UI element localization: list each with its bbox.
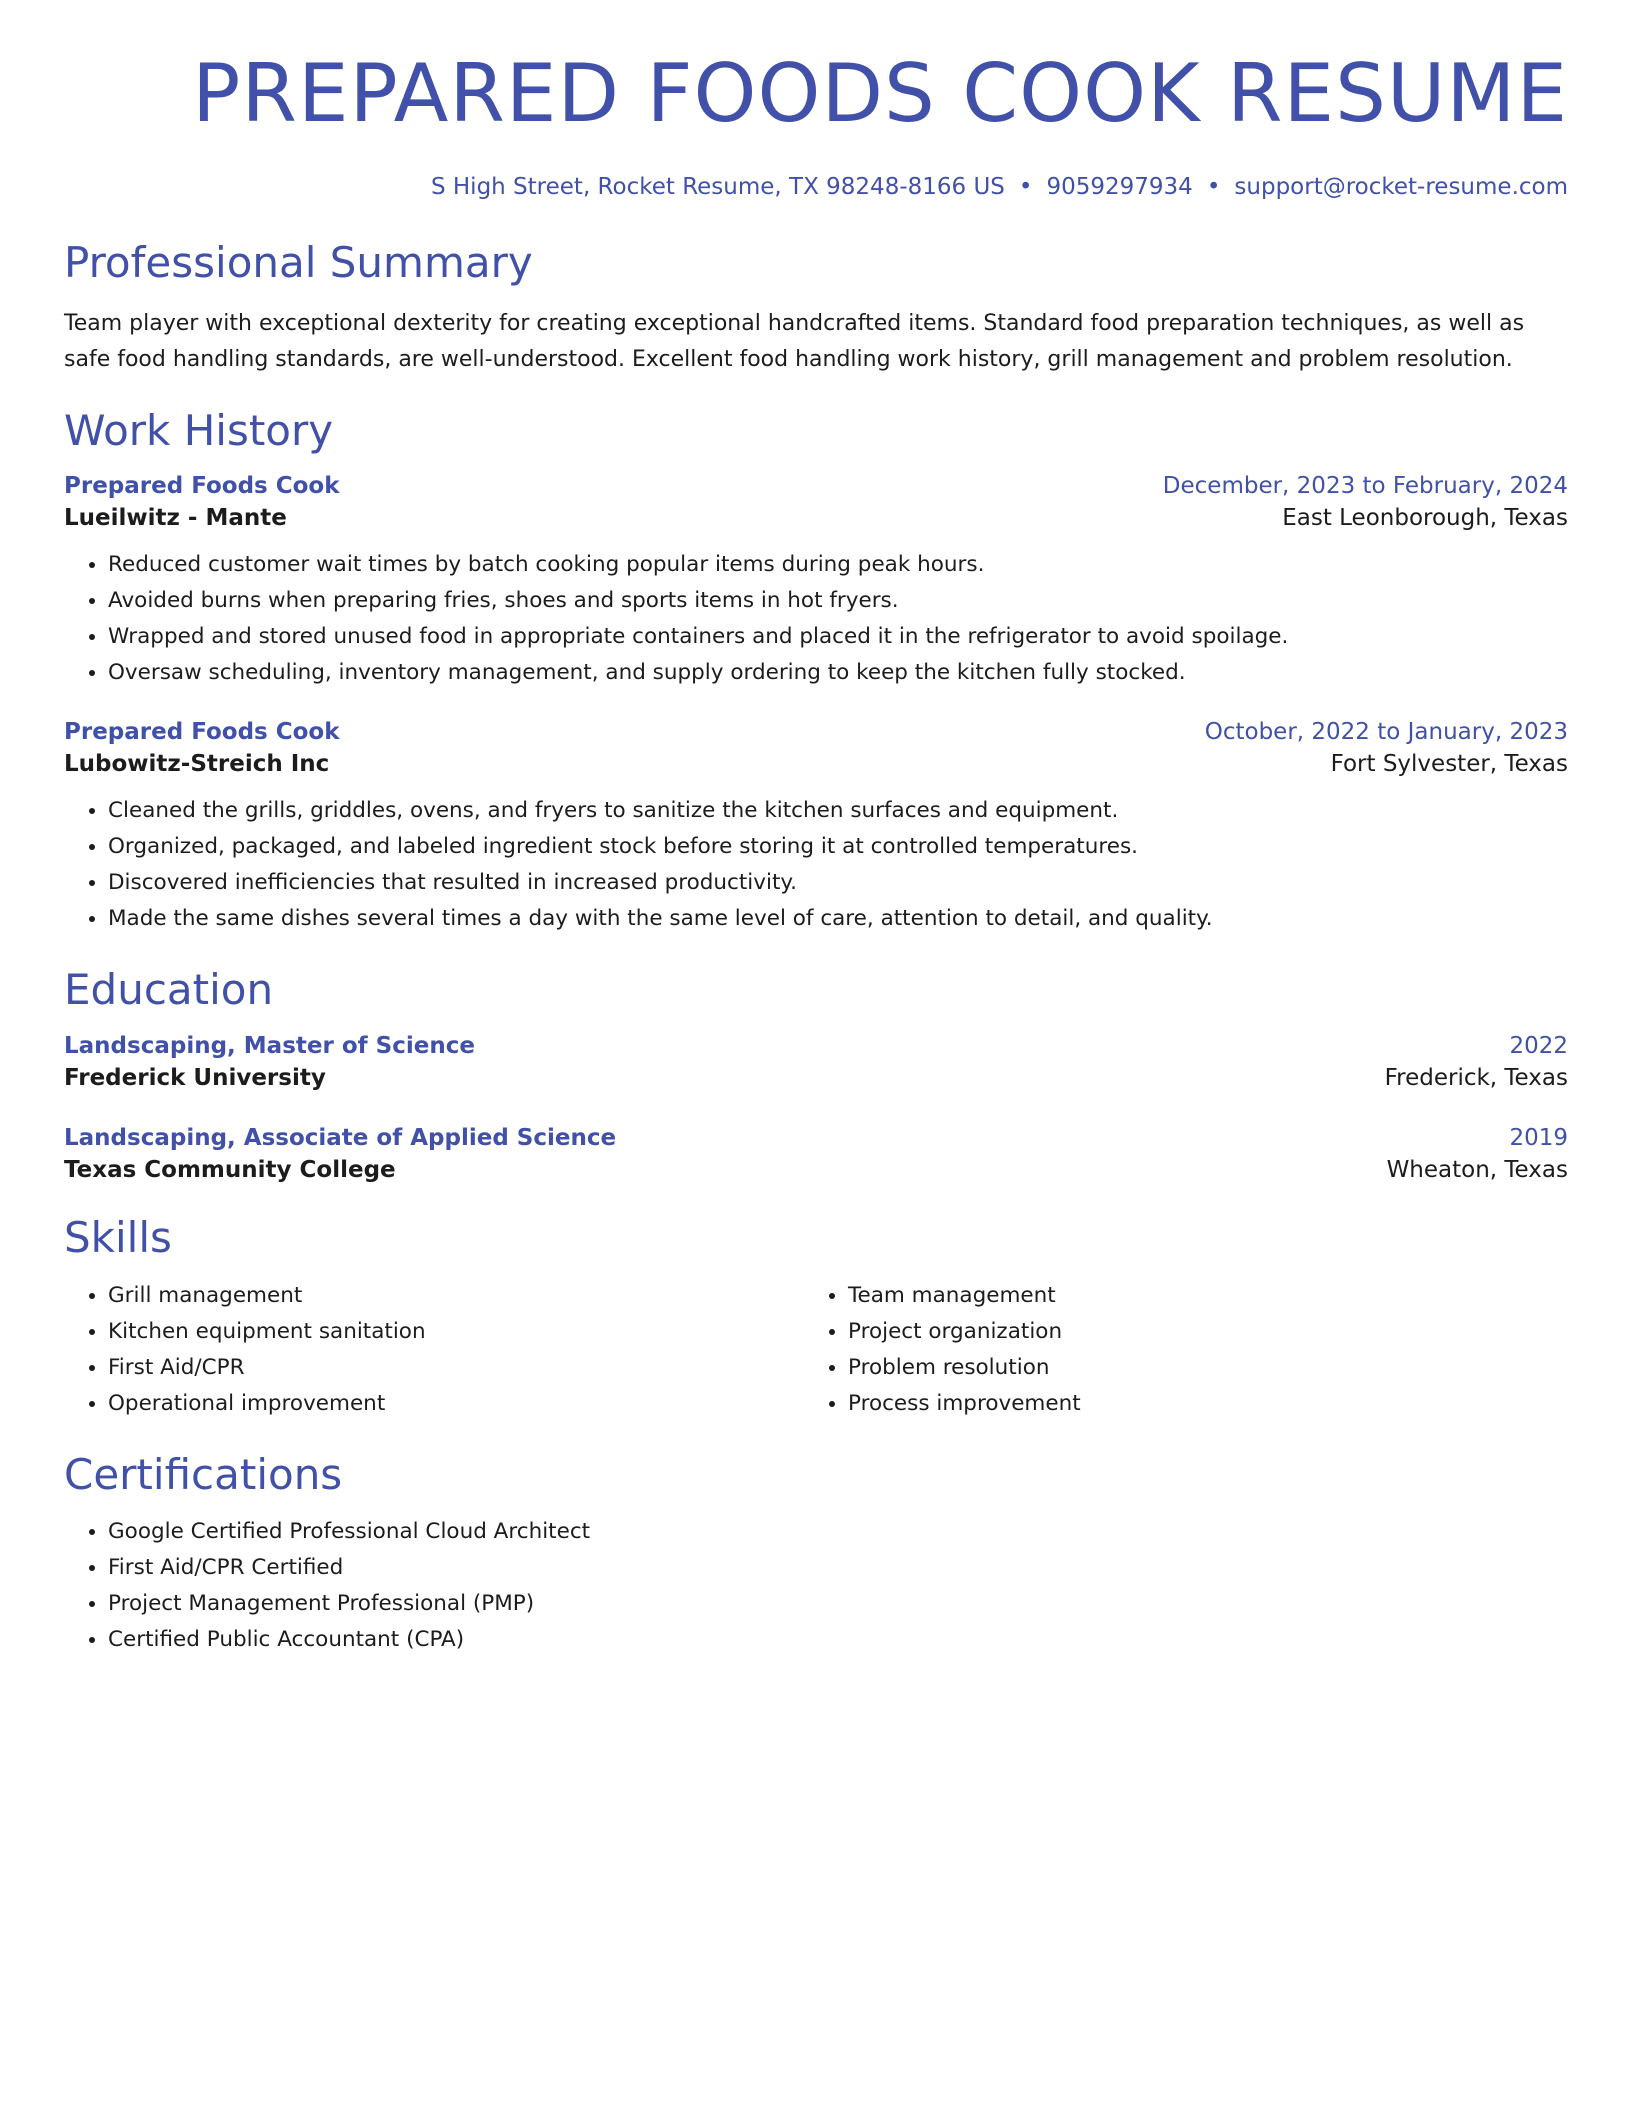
skills-list-left: [64, 1278, 804, 1422]
skill-item: • First Aid/CPR: [108, 1350, 804, 1386]
job-entry: [64, 473, 1568, 691]
skill-item: • Grill management: [108, 1278, 804, 1314]
job-title: Prepared Foods Cook: [64, 718, 340, 745]
summary-text: Team player with exceptional dexterity for creating exceptional handcrafted items. Standard food preparation techniques, as well as safe food handling standards, are well-understood. Excellent food handling work history, grill management and problem resolution.: [64, 311, 1525, 373]
skills-section: [64, 1213, 1568, 1421]
certification-item: • First Aid/CPR Certified: [108, 1550, 1568, 1586]
contact-email: support@rocket-resume.com: [1234, 174, 1568, 200]
skill-item: • Operational improvement: [108, 1386, 804, 1422]
list-item: • Discovered inefficiencies that resulted in increased productivity.: [108, 865, 1568, 901]
job-dates: December, 2023 to February, 2024: [1162, 472, 1568, 499]
job-location: East Leonborough, Texas: [1282, 504, 1568, 531]
education-degree-row: [64, 1033, 1568, 1059]
education-school: Texas Community College: [64, 1157, 396, 1184]
education-year: 2022: [1509, 1033, 1568, 1060]
skill-item: • Problem resolution: [848, 1350, 1544, 1386]
job-company-row: [64, 751, 1568, 777]
resume-title: PREPARED FOODS COOK RESUME: [192, 47, 1568, 140]
section-heading-skills: Skills: [64, 1213, 172, 1263]
education-location: Wheaton, Texas: [1386, 1157, 1568, 1184]
skill-item: • Team management: [848, 1278, 1544, 1314]
education-school-row: [64, 1065, 1568, 1091]
job-title-row: [64, 473, 1568, 499]
list-item: • Organized, packaged, and labeled ingredient stock before storing it at controlled temperatures.: [108, 829, 1568, 865]
job-bullets: [64, 793, 1568, 937]
skills-column-left: [64, 1278, 804, 1422]
education-degree: Landscaping, Associate of Applied Science: [64, 1125, 617, 1152]
job-entry: [64, 719, 1568, 937]
job-company: Lubowitz-Streich Inc: [64, 750, 330, 777]
skill-item: • Process improvement: [848, 1386, 1544, 1422]
job-company-row: [64, 505, 1568, 531]
education-year: 2019: [1509, 1125, 1568, 1152]
contact-separator: •: [1018, 174, 1033, 200]
skill-item: • Project organization: [848, 1314, 1544, 1350]
education-degree-row: [64, 1125, 1568, 1151]
resume-header: [64, 48, 1568, 200]
education-location: Frederick, Texas: [1384, 1065, 1568, 1092]
list-item: • Avoided burns when preparing fries, shoes and sports items in hot fryers.: [108, 583, 1568, 619]
education-section: [64, 965, 1568, 1183]
skills-columns: [64, 1278, 1568, 1422]
skill-item: • Kitchen equipment sanitation: [108, 1314, 804, 1350]
contact-address: S High Street, Rocket Resume, TX 98248-8166 US: [430, 174, 1005, 200]
work-history-section: [64, 406, 1568, 936]
section-heading-education: Education: [64, 964, 274, 1014]
job-title: Prepared Foods Cook: [64, 472, 340, 499]
education-entry: [64, 1033, 1568, 1091]
list-item: • Reduced customer wait times by batch cooking popular items during peak hours.: [108, 547, 1568, 583]
summary-section: [64, 238, 1568, 378]
job-location: Fort Sylvester, Texas: [1330, 750, 1568, 777]
skills-column-right: [804, 1278, 1544, 1422]
education-entry: [64, 1125, 1568, 1183]
contact-line: [64, 174, 1568, 200]
contact-phone: 9059297934: [1046, 174, 1193, 200]
list-item: • Made the same dishes several times a day with the same level of care, attention to detail, and quality.: [108, 901, 1568, 937]
section-heading-certifications: Certifications: [64, 1449, 343, 1499]
list-item: • Wrapped and stored unused food in appropriate containers and placed it in the refrigerator to avoid spoilage.: [108, 619, 1568, 655]
job-bullets: [64, 547, 1568, 691]
education-degree: Landscaping, Master of Science: [64, 1033, 475, 1060]
list-item: • Cleaned the grills, griddles, ovens, and fryers to sanitize the kitchen surfaces and equipment.: [108, 793, 1568, 829]
section-heading-work: Work History: [64, 406, 334, 456]
contact-separator: •: [1206, 174, 1221, 200]
skills-list-right: [804, 1278, 1544, 1422]
certifications-section: [64, 1450, 1568, 1658]
job-title-row: [64, 719, 1568, 745]
list-item: • Oversaw scheduling, inventory management, and supply ordering to keep the kitchen fully stocked.: [108, 655, 1568, 691]
certifications-list: [64, 1514, 1568, 1658]
education-school-row: [64, 1157, 1568, 1183]
section-heading-summary: Professional Summary: [64, 238, 533, 287]
certification-item: • Certified Public Accountant (CPA): [108, 1622, 1568, 1658]
certification-item: • Google Certified Professional Cloud Architect: [108, 1514, 1568, 1550]
job-dates: October, 2022 to January, 2023: [1204, 718, 1568, 745]
job-company: Lueilwitz - Mante: [64, 504, 287, 531]
certification-item: • Project Management Professional (PMP): [108, 1586, 1568, 1622]
education-school: Frederick University: [64, 1065, 326, 1092]
